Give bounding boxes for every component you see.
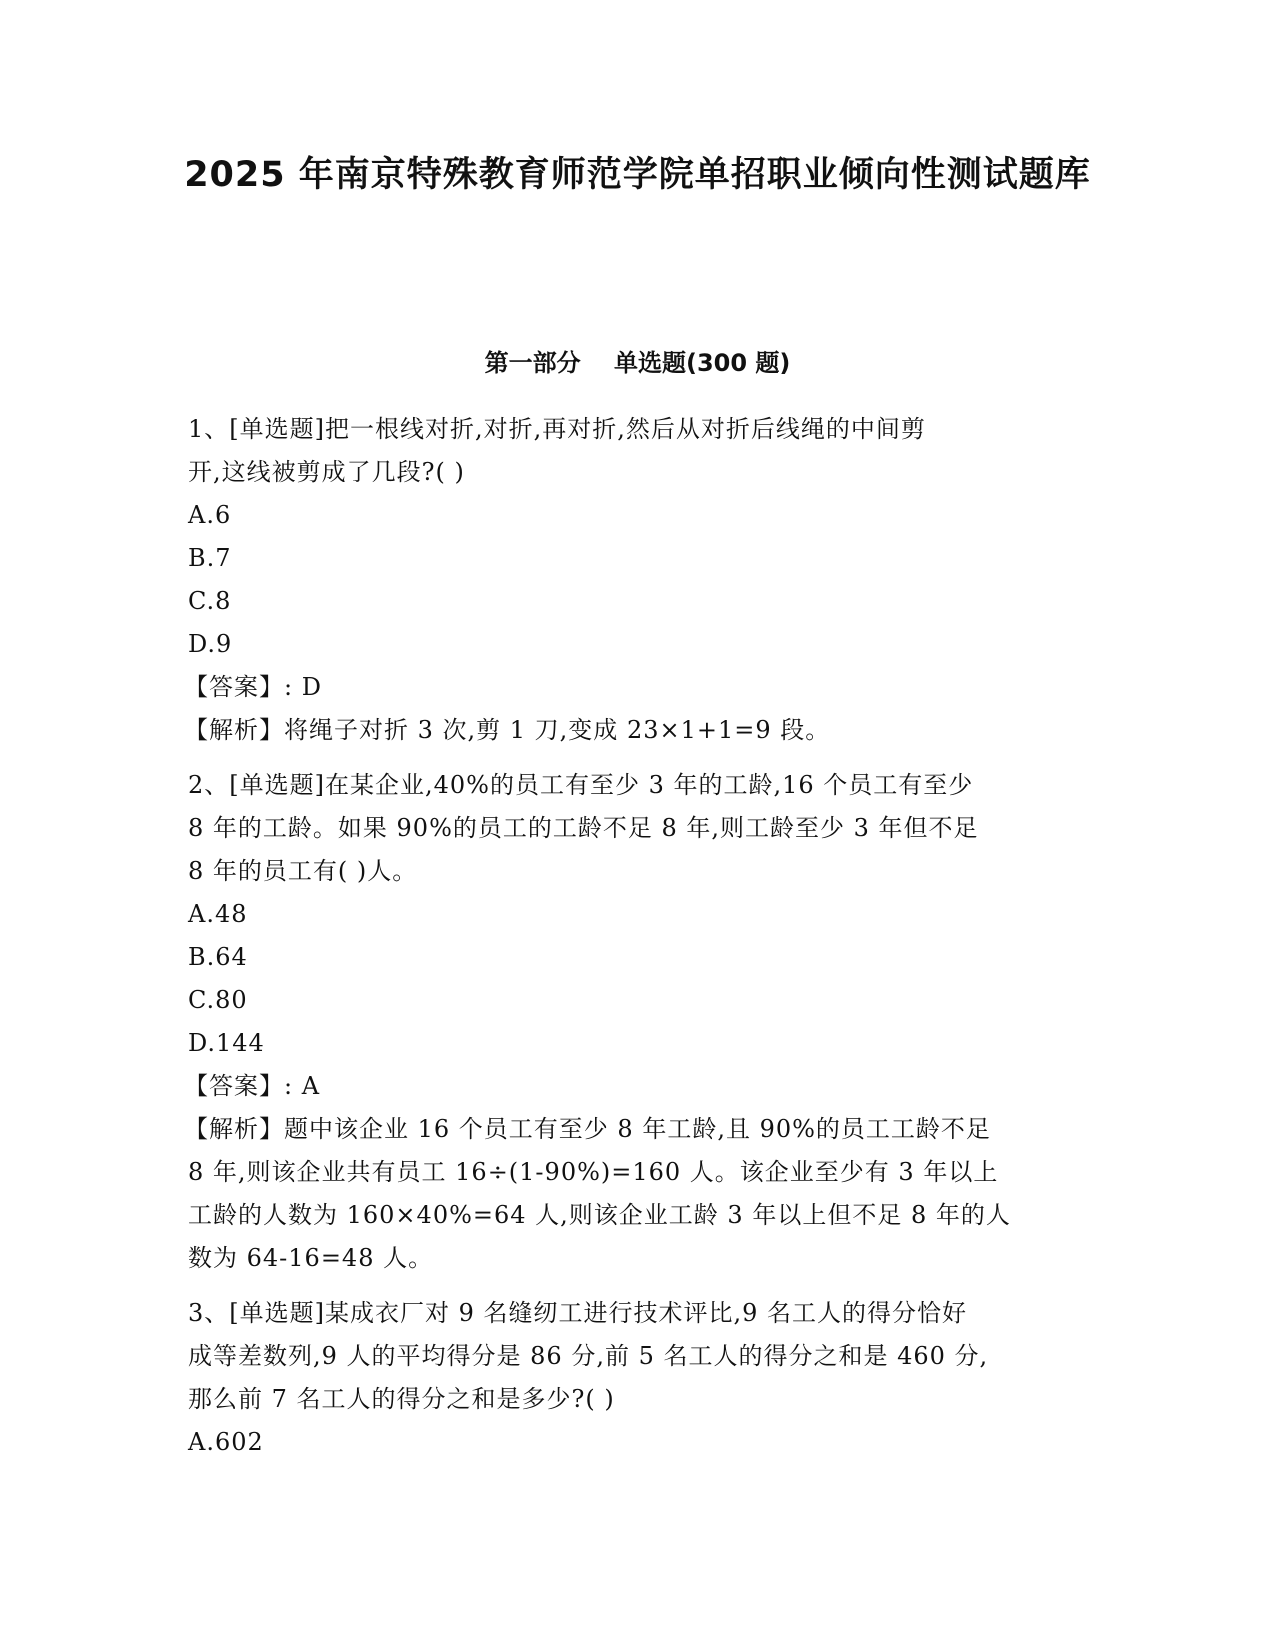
question-stem-line: 2、[单选题]在某企业,40%的员工有至少 3 年的工龄,16 个员工有至少 xyxy=(188,771,974,799)
option-c: C.8 xyxy=(188,587,232,615)
section-title: 第一部分 单选题(300 题) xyxy=(484,349,791,377)
document-title: 2025 年南京特殊教育师范学院单招职业倾向性测试题库 xyxy=(184,155,1091,195)
option-b: B.64 xyxy=(188,943,248,971)
answer-line: 【答案】: D xyxy=(184,673,322,701)
analysis-line: 8 年,则该企业共有员工 16÷(1-90%)=160 人。该企业至少有 3 年以上 xyxy=(188,1158,999,1186)
question-2 xyxy=(184,764,1088,1280)
analysis-line: 【解析】题中该企业 16 个员工有至少 8 年工龄,且 90%的员工工龄不足 xyxy=(184,1115,991,1143)
option-c: C.80 xyxy=(188,986,248,1014)
question-list xyxy=(184,408,1088,1476)
question-stem-line: 开,这线被剪成了几段?( ) xyxy=(188,458,465,486)
option-a: A.6 xyxy=(188,501,232,529)
option-a: A.48 xyxy=(188,900,248,928)
option-d: D.144 xyxy=(188,1029,265,1057)
question-stem-line: 那么前 7 名工人的得分之和是多少?( ) xyxy=(188,1385,615,1413)
question-3 xyxy=(188,1292,1088,1464)
option-b: B.7 xyxy=(188,544,232,572)
option-d: D.9 xyxy=(188,630,233,658)
question-stem-line: 成等差数列,9 人的平均得分是 86 分,前 5 名工人的得分之和是 460 分, xyxy=(188,1342,989,1370)
question-stem-line: 8 年的员工有( )人。 xyxy=(188,857,418,885)
question-stem-line: 1、[单选题]把一根线对折,对折,再对折,然后从对折后线绳的中间剪 xyxy=(188,415,926,443)
question-1 xyxy=(184,408,1088,752)
analysis-line: 工龄的人数为 160×40%=64 人,则该企业工龄 3 年以上但不足 8 年的人 xyxy=(188,1201,1011,1229)
analysis-line: 【解析】将绳子对折 3 次,剪 1 刀,变成 23×1+1=9 段。 xyxy=(184,716,831,744)
question-stem-line: 8 年的工龄。如果 90%的员工的工龄不足 8 年,则工龄至少 3 年但不足 xyxy=(188,814,979,842)
answer-line: 【答案】: A xyxy=(184,1072,321,1100)
option-a: A.602 xyxy=(188,1428,264,1456)
question-stem-line: 3、[单选题]某成衣厂对 9 名缝纫工进行技术评比,9 名工人的得分恰好 xyxy=(188,1299,968,1327)
analysis-line: 数为 64-16=48 人。 xyxy=(188,1244,434,1272)
